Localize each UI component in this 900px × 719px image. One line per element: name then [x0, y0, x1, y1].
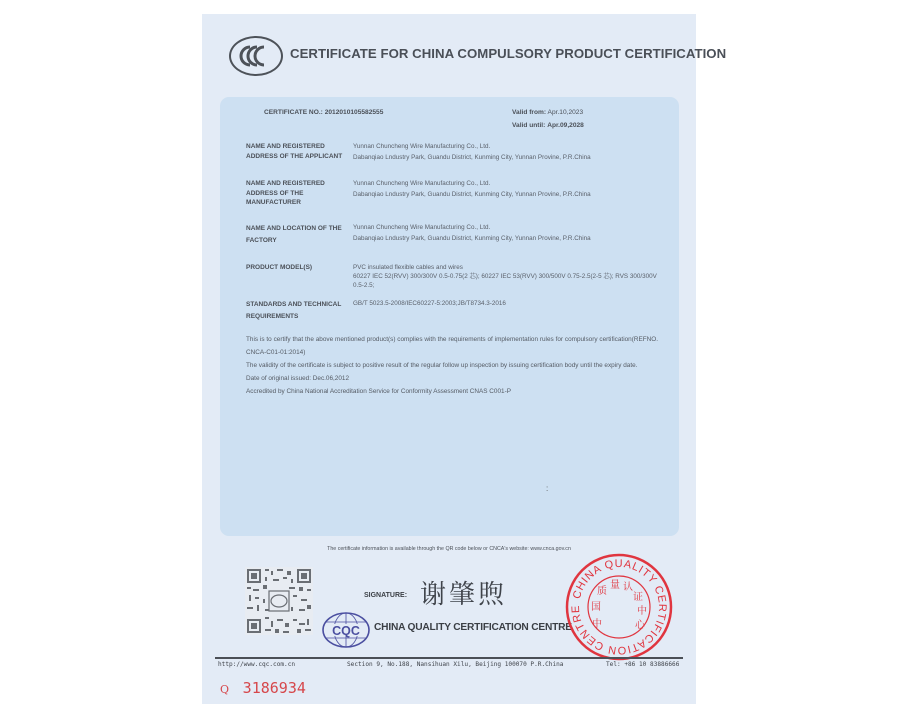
applicant-name: Yunnan Chuncheng Wire Manufacturing Co., Ltd. — [353, 143, 491, 150]
field-label: PRODUCT MODEL(S) — [246, 264, 313, 271]
svg-text:证: 证 — [633, 592, 643, 603]
product-description: PVC insulated flexible cables and wires — [353, 264, 463, 271]
standards-value: GB/T 5023.5-2008/IEC60227-5:2003;JB/T8734.3-2016 — [353, 300, 506, 307]
serial-value: 3186934 — [242, 679, 306, 697]
valid-until — [512, 122, 584, 129]
footer-divider — [215, 657, 683, 659]
certificate-number — [264, 109, 383, 116]
footer-website: http://www.cqc.com.cn — [218, 661, 296, 668]
certificate-header — [202, 14, 727, 94]
issuer-name: CHINA QUALITY CERTIFICATION CENTRE — [374, 622, 572, 633]
official-seal — [564, 552, 674, 662]
signature-label: SIGNATURE: — [364, 592, 408, 599]
field-value — [353, 299, 663, 310]
qr-info-text: The certificate information is available through the QR code below or CNCA's website: www.cnca.gov.cn — [327, 546, 571, 552]
certificate-document — [202, 14, 727, 704]
field-value — [353, 223, 663, 244]
svg-text:认: 认 — [623, 582, 633, 593]
svg-text:CHINA QUALITY CERTIFICATION CE: CHINA QUALITY CERTIFICATION CENTRE — [569, 557, 669, 657]
svg-text:中: 中 — [592, 619, 602, 630]
svg-text:中: 中 — [637, 606, 647, 617]
compliance-statement: This is to certify that the above mentioned product(s) complies with the requirements of implementation rules for compulsory certification(REFNO. CNCA-C01-01:2014) — [246, 336, 658, 357]
manufacturer-address: Dabanqiao Lndustry Park, Guandu District, Kunming City, Yunnan Provine, P.R.China — [353, 190, 591, 198]
svg-text:质: 质 — [597, 586, 607, 597]
ccc-mark-icon — [229, 36, 283, 76]
valid-until-value: Apr.09,2028 — [547, 122, 584, 129]
field-value — [353, 179, 663, 200]
product-models: 60227 IEC 52(RVV) 300/300V 0.5-0.75(2 芯); 60227 IEC 53(RVV) 300/500V 0.75-2.5(2-5 芯); RVS 300/300V 0.5-2.5; — [353, 273, 657, 289]
field-label: NAME AND REGISTERED ADDRESS OF THE MANUFACTURER — [246, 180, 325, 207]
factory-address: Dabanqiao Lndustry Park, Guandu District, Kunming City, Yunnan Provine, P.R.China — [353, 234, 591, 242]
svg-text:量: 量 — [610, 580, 620, 591]
cqc-globe-logo-icon — [321, 611, 371, 649]
valid-until-label: Valid until: — [512, 122, 546, 129]
validity-statement: The validity of the certificate is subject to positive result of the regular follow up inspection by issuing certification body until the expiry date. — [246, 362, 638, 370]
certificate-number-value: 2012010105582555 — [324, 109, 384, 116]
field-value — [353, 142, 663, 163]
factory-name: Yunnan Chuncheng Wire Manufacturing Co., Ltd. — [353, 224, 491, 231]
certificate-details-panel — [220, 97, 679, 536]
manufacturer-name: Yunnan Chuncheng Wire Manufacturing Co., Ltd. — [353, 180, 491, 187]
field-label: STANDARDS AND TECHNICAL REQUIREMENTS — [246, 301, 342, 320]
valid-from-label: Valid from: — [512, 109, 547, 116]
accreditation-statement: Accredited by China National Accreditation Service for Conformity Assessment CNAS C001-P — [246, 388, 511, 396]
field-label: NAME AND REGISTERED ADDRESS OF THE APPLICANT — [246, 143, 343, 160]
certificate-number-label: CERTIFICATE NO.: — [264, 109, 323, 116]
signature: 谢肇煦 — [420, 580, 508, 610]
footer-address: Section 9, No.188, Nansihuan Xilu, Beijing 100070 P.R.China — [347, 661, 564, 668]
serial-number — [220, 678, 306, 697]
svg-text:国: 国 — [591, 602, 601, 613]
footer-telephone: Tel: +86 10 83886666 — [606, 661, 680, 668]
certification-statement — [246, 333, 658, 398]
serial-prefix: Q — [220, 683, 230, 696]
svg-text:心: 心 — [635, 620, 645, 631]
qr-code[interactable] — [245, 567, 313, 635]
certificate-title: CERTIFICATE FOR CHINA COMPULSORY PRODUCT CERTIFICATION — [290, 46, 727, 61]
cqc-logo-text: CQC — [332, 624, 360, 638]
field-value — [353, 263, 663, 290]
stray-mark: : — [546, 484, 549, 493]
field-label: NAME AND LOCATION OF THE FACTORY — [246, 225, 342, 244]
valid-from-value: Apr.10,2023 — [547, 109, 584, 116]
applicant-address: Dabanqiao Lndustry Park, Guandu District, Kunming City, Yunnan Provine, P.R.China — [353, 153, 591, 161]
valid-from — [512, 109, 583, 116]
original-issue-date: Date of original issued: Dec.06,2012 — [246, 375, 350, 383]
